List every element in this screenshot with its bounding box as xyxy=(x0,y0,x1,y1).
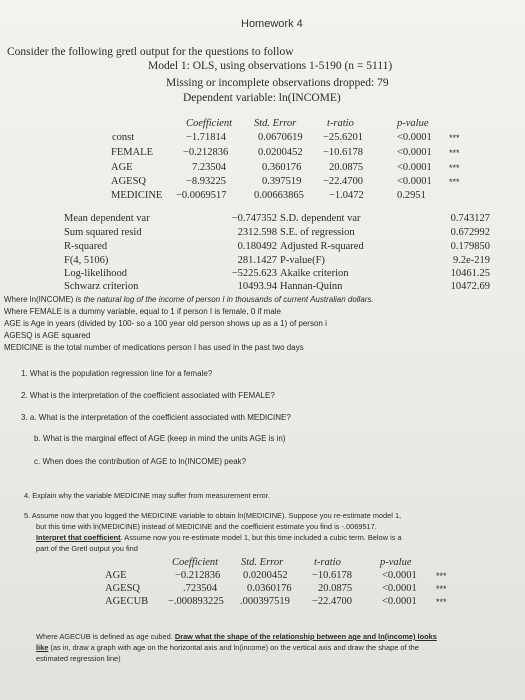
question-3c: c. When does the contribution of AGE to ln(INCOME) peak? xyxy=(34,457,247,466)
final-line-1: Where AGECUB is defined as age cubed. Draw what the shape of the relationship between age and ln(income) looks xyxy=(36,632,437,641)
col-header-t-ratio: t-ratio xyxy=(327,118,354,129)
question-3b: b. What is the marginal effect of AGE (keep in mind the units AGE is in) xyxy=(34,434,286,443)
final-line-2: like (as in, draw a graph with age on the horizontal axis and ln(income) on the vertical axis and draw the shape of the xyxy=(36,643,419,652)
col-header-p-value: p-value xyxy=(397,118,429,129)
definition-line: Where ln(INCOME) is the natural log of the income of person I in thousands of current Australian dollars. xyxy=(4,295,374,304)
col-header-std-error: Std. Error xyxy=(254,118,297,129)
question-5-line-2: but this time with ln(MEDICINE) instead of MEDICINE and the coefficient estimate you find is -.0069517. xyxy=(36,522,377,531)
homework-page: Homework 4 Consider the following gretl output for the questions to follow Model 1: OLS, using observations 1-5190 (n = 5111) Missing or incomplete observations dropped: 79 Dependent variable: ln(INCOME) Coefficient Std. Error t-ratio p-value const −1.71814 0.0670619 −25.6201 <0.0001 *** FEMALE −0.212836 0.0200452 −10.6178 <0.0001 *** AGE 7.23504 0.360176 20.0875 <0.0001 *** AGESQ −8.93225 0.397519 −22.4700 <0.0001 *** MEDICINE −0.0069517 0.00663865 −1.0472 0.2951 Mean dependent var −0.747352 S.D. dependent var 0.743127 Sum squared resid 2312.598 S.E. of regression 0.672992 R-squared 0.180492 Adjusted R-squared 0.179850 F(4, 5106) 281.1427 P-value(F) 9.2e-219 Log-likelihood −5225.623 Akaike criterion 10461.25 Schwarz criterion 10493.94 Hannan-Quinn 10472.69 Where ln(INCOME) is the natural log of the income of person I in thousands of current Australian dollars. Where FEMALE is a dummy variable, equal to 1 if person I is female, 0 if male AGE is Age in years (divided by 100- so a 100 year old person shows up as a 1) of person i AGESQ is AGE squared MEDICINE is the total number of medications person I has used in the past two days 1. What is the population regression line for a female? 2. What is the interpretation of the coefficient associated with FEMALE? 3. a. What is the interpretation of the coefficient associated with MEDICINE? b. What is the marginal effect of AGE (keep in mind the units AGE is in) c. When does the contribution of AGE to ln(INCOME) peak? 4. Explain why the variable MEDICINE may suffer from measurement error. 5. Assume now that you logged the MEDICINE variable to obtain ln(MEDICINE). Suppose you re-estimate model 1, but this time with ln(MEDICINE) instead of MEDICINE and the coefficient estimate you find is -.0069517. Interpret that coefficient. Assume now you re-estimate model 1, but this time included a cubic term. Below is a part of the Gretl output you find Coefficient Std. Error t-ratio p-value AGE −0.212836 0.0200452 −10.6178 <0.0001 *** AGESQ .723504 0.0360176 20.0875 <0.0001 *** AGECUB −.000893225 .000397519 −22.4700 <0.0001 *** Where AGECUB is defined as age cubed. Draw what the shape of the relationship between age and ln(income) looks like (as in, draw a graph with age on the horizontal axis and ln(income) on the vertical axis and draw the shape of the estimated regression line) xyxy=(0,0,525,700)
question-5-line-1: 5. Assume now that you logged the MEDICINE variable to obtain ln(MEDICINE). Suppose you re-estimate model 1, xyxy=(24,511,402,520)
question-4: 4. Explain why the variable MEDICINE may suffer from measurement error. xyxy=(24,491,270,500)
definition-line: AGESQ is AGE squared xyxy=(4,331,91,340)
question-5-line-4: part of the Gretl output you find xyxy=(36,544,138,553)
intro-text: Consider the following gretl output for the questions to follow xyxy=(7,46,294,58)
question-3a: 3. a. What is the interpretation of the coefficient associated with MEDICINE? xyxy=(21,413,291,422)
definition-line: MEDICINE is the total number of medications person I has used in the past two days xyxy=(4,343,304,352)
definition-line: AGE is Age in years (divided by 100- so a 100 year old person shows up as a 1) of person i xyxy=(4,319,327,328)
question-2: 2. What is the interpretation of the coefficient associated with FEMALE? xyxy=(21,391,275,400)
missing-line: Missing or incomplete observations dropped: 79 xyxy=(166,77,389,89)
model-line: Model 1: OLS, using observations 1-5190 (n = 5111) xyxy=(148,60,393,72)
final-line-3: estimated regression line) xyxy=(36,654,121,663)
question-1: 1. What is the population regression line for a female? xyxy=(21,369,213,378)
col-header-coefficient: Coefficient xyxy=(186,118,233,129)
definition-line: Where FEMALE is a dummy variable, equal to 1 if person I is female, 0 if male xyxy=(4,307,282,316)
question-5-line-3: Interpret that coefficient. Assume now you re-estimate model 1, but this time included a cubic term. Below is a xyxy=(36,533,402,542)
page-title: Homework 4 xyxy=(241,18,303,30)
dependent-line: Dependent variable: ln(INCOME) xyxy=(183,92,341,104)
